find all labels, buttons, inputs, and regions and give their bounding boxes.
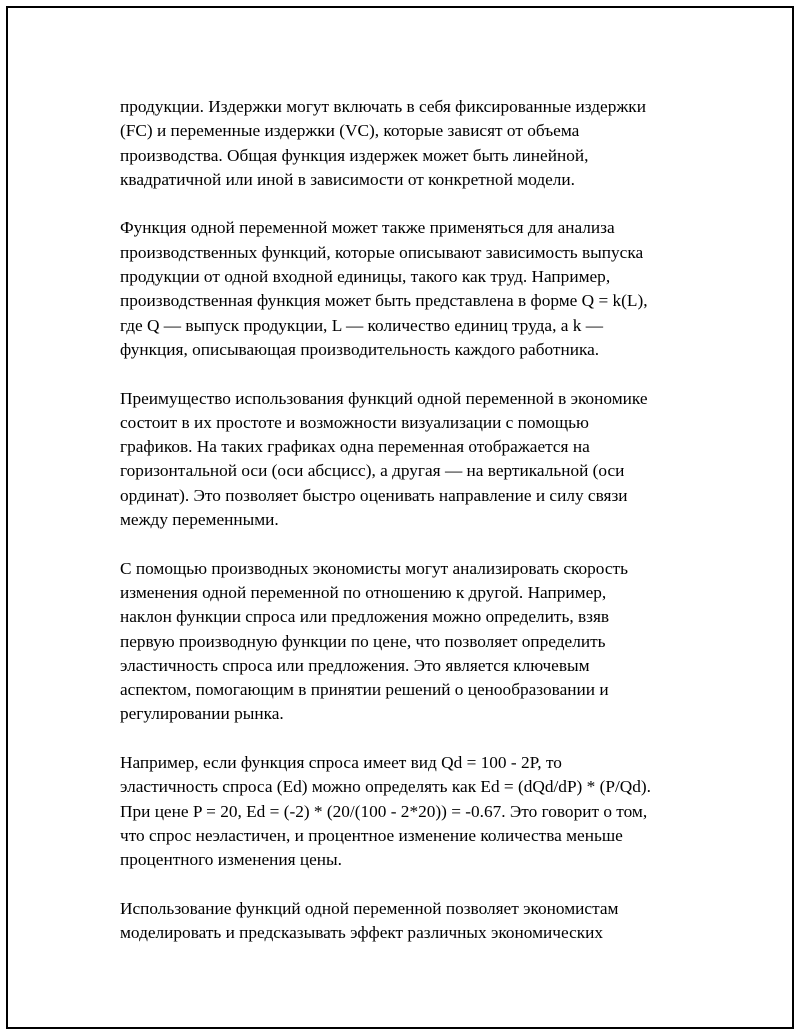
paragraph-advantages: Преимущество использования функций одной переменной в экономике состоит в их простоте и возможности визуализации с помощью графиков. На таких графиках одна переменная отображается на горизонтальной оси (оси абсцисс), а другая — на вертикальной (оси ординат). Это позволяет быстро оценивать направление и силу связи между переменными.	[120, 388, 648, 530]
paragraph-production-function: Функция одной переменной может также применяться для анализа производственных функций, которые описывают зависимость выпуска продукции от одной входной единицы, такого как труд. Например, производственная функция может быть представлена в форме Q = k(L), где Q — выпуск продукции, L — количество единиц труда, а k — функция, описывающая производительность каждого работника.	[120, 218, 648, 359]
paragraph-costs: продукции. Издержки могут включать в себя фиксированные издержки (FC) и переменные издержки (VC), которые зависят от объема производства. Общая функция издержек может быть линейной, квадратичной или иной в зависимости от конкретной модели.	[120, 97, 646, 189]
page-frame	[6, 6, 794, 1029]
paragraph-elasticity-example: Например, если функция спроса имеет вид Qd = 100 - 2P, то эластичность спроса (Ed) можно определять как Ed = (dQd/dP) * (P/Qd). При цене P = 20, Ed = (-2) * (20/(100 - 2*20)) = -0.67. Это говорит о том, что спрос неэластичен, и процентное изменение количества меньше процентного изменения цены.	[120, 753, 651, 870]
document-body	[120, 95, 695, 970]
paragraph-derivatives: С помощью производных экономисты могут анализировать скорость изменения одной переменной по отношению к другой. Например, наклон функции спроса или предложения можно определить, взяв первую производную функции по цене, что позволяет определить эластичность спроса или предложения. Это является ключевым аспектом, помогающим в принятии решений о ценообразовании и регулировании рынка.	[120, 558, 628, 724]
paragraph-modeling: Использование функций одной переменной позволяет экономистам моделировать и предсказывать эффект различных экономических	[120, 898, 619, 943]
